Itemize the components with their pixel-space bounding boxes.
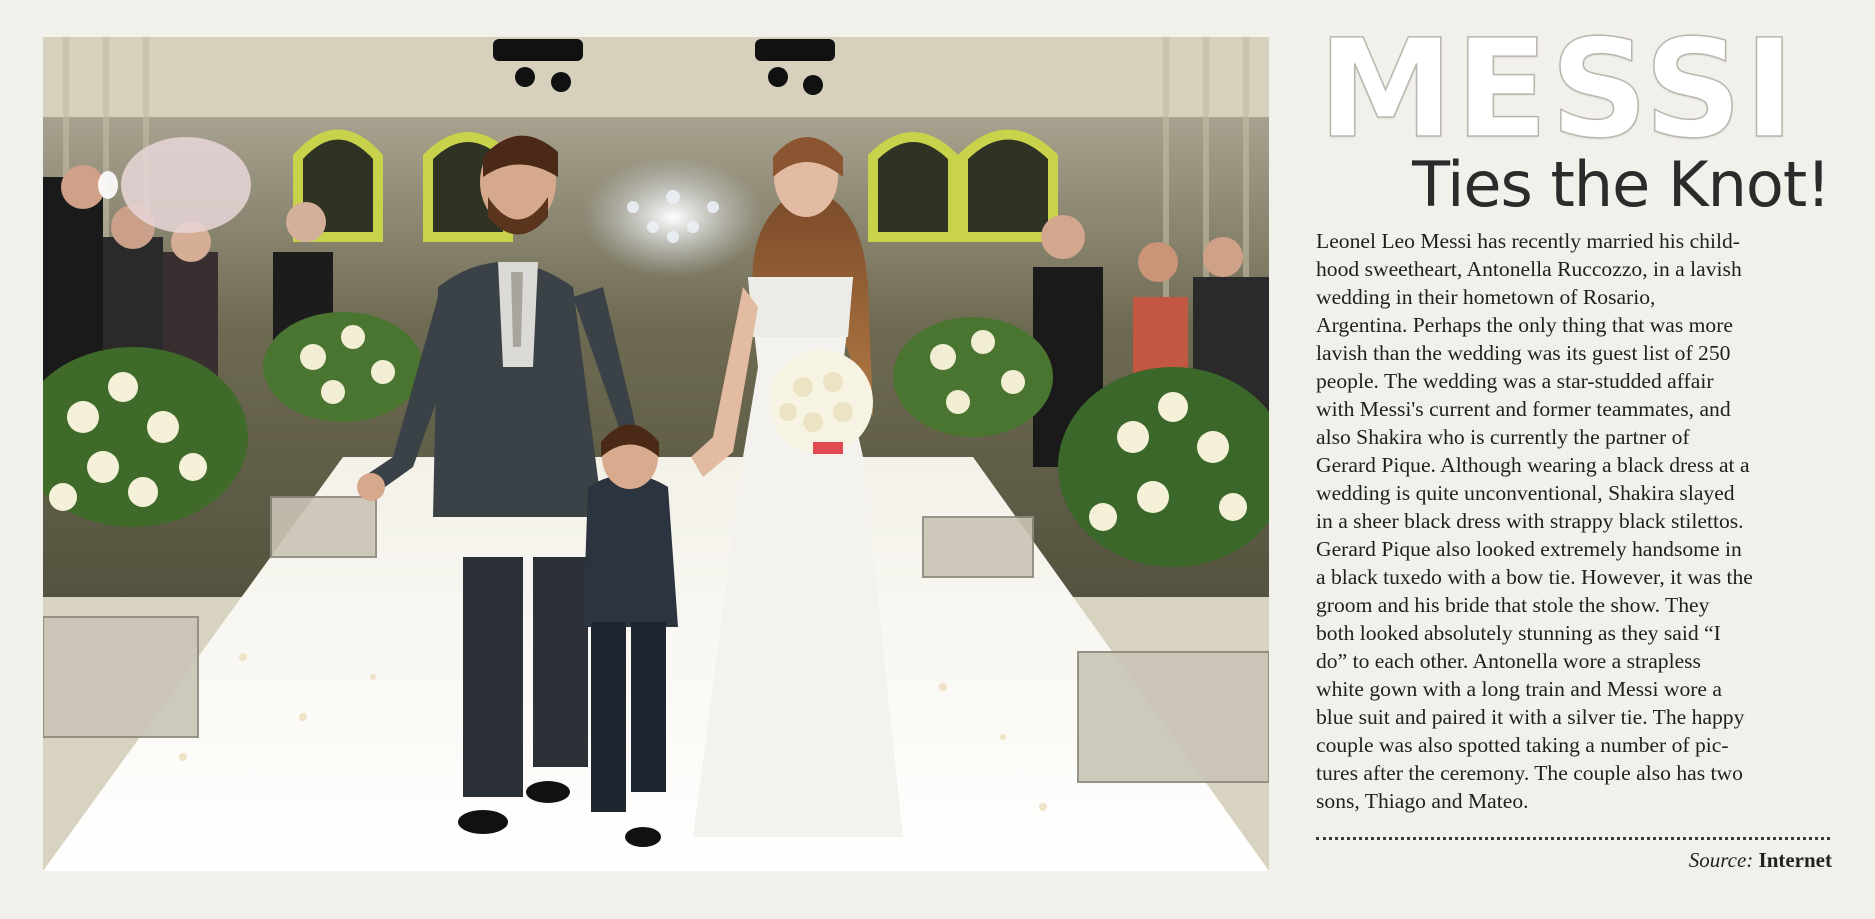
article-line: white gown with a long train and Messi wore a <box>1316 677 1723 701</box>
article-line: hood sweetheart, Antonella Ruccozzo, in a lavish <box>1316 257 1742 281</box>
article-line: both looked absolutely stunning as they said “I <box>1316 621 1721 645</box>
article-line: a black tuxedo with a bow tie. However, it was the <box>1316 565 1753 589</box>
source-value: Internet <box>1758 848 1832 872</box>
article-line: groom and his bride that stole the show. They <box>1316 593 1710 617</box>
article-line: wedding is quite unconventional, Shakira slayed <box>1316 481 1735 505</box>
article-line: also Shakira who is currently the partner of <box>1316 425 1690 449</box>
article-line: Gerard Pique also looked extremely handsome in <box>1316 537 1742 561</box>
article-line: wedding in their hometown of Rosario, <box>1316 285 1656 309</box>
article-body <box>1316 227 1836 815</box>
article-line: Argentina. Perhaps the only thing that was more <box>1316 313 1733 337</box>
article-line: tures after the ceremony. The couple also has two <box>1316 761 1743 785</box>
headline-title: MESSI <box>1318 11 1797 169</box>
dotted-divider <box>1316 837 1830 840</box>
article-line: do” to each other. Antonella wore a strapless <box>1316 649 1701 673</box>
article-line: sons, Thiago and Mateo. <box>1316 789 1529 813</box>
article-line: couple was also spotted taking a number of pic- <box>1316 733 1729 757</box>
article-line: Leonel Leo Messi has recently married his child- <box>1316 229 1740 253</box>
article-line: blue suit and paired it with a silver tie. The happy <box>1316 705 1745 729</box>
source-label: Source: <box>1688 848 1754 872</box>
article-line: with Messi's current and former teammates, and <box>1316 397 1731 421</box>
article-line: people. The wedding was a star-studded affair <box>1316 369 1714 393</box>
wedding-photo <box>43 37 1269 871</box>
headline-subtitle: Ties the Knot! <box>1412 148 1830 221</box>
headline <box>1318 11 1838 221</box>
article-line: in a sheer black dress with strappy black stilettos. <box>1316 509 1744 533</box>
wedding-photo-illustration <box>43 37 1269 871</box>
source-credit <box>1689 848 1832 873</box>
article-line: lavish than the wedding was its guest list of 250 <box>1316 341 1731 365</box>
article-line: Gerard Pique. Although wearing a black dress at a <box>1316 453 1750 477</box>
